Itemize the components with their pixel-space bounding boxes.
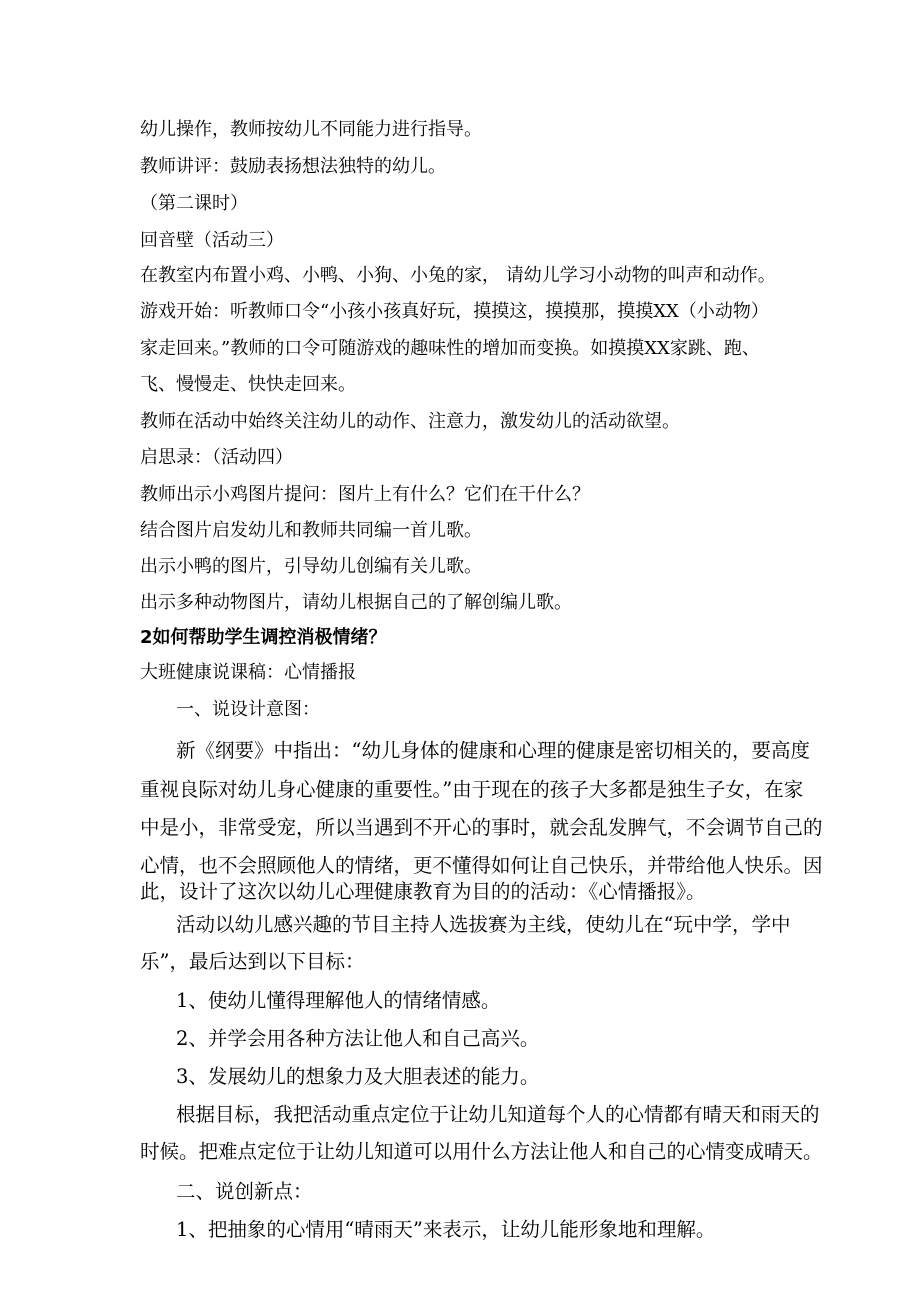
text-line: 一、说设计意图： <box>176 699 320 720</box>
text-line: （第二课时） <box>140 193 248 214</box>
paragraph-line: 心情，也不会照顾他人的情绪，更不懂得如何让自己快乐，并带给他人快乐。因 <box>140 854 823 877</box>
text-line: 启思录：（活动四） <box>140 447 293 468</box>
text-line: 在教室内布置小鸡、小鸭、小狗、小兔的家， 请幼儿学习小动物的叫声和动作。 <box>140 265 776 286</box>
text-line: 二、说创新点： <box>176 1180 313 1203</box>
text-line: 家走回来。”教师的口令可随游戏的趣味性的增加而变换。如摸摸XX家跳、跑、 <box>140 338 760 359</box>
text-line: 游戏开始：听教师口令“小孩小孩真好玩，摸摸这，摸摸那，摸摸XX（小动物） <box>140 301 769 322</box>
section-heading: 2如何帮助学生调控消极情绪？ <box>140 627 387 648</box>
text-line: 飞、慢慢走、快快走回来。 <box>140 374 356 395</box>
text-line: 幼儿操作，教师按幼儿不同能力进行指导。 <box>140 119 482 140</box>
list-item: 3、发展幼儿的想象力及大胆表述的能力。 <box>176 1065 540 1088</box>
text-line: 教师讲评：鼓励表扬想法独特的幼儿。 <box>140 156 446 177</box>
text-line: 教师在活动中始终关注幼儿的动作、注意力，激发幼儿的活动欲望。 <box>140 411 680 432</box>
list-item: 1、使幼儿懂得理解他人的情绪情感。 <box>176 989 501 1012</box>
text-line: 出示小鸭的图片，引导幼儿创编有关儿歌。 <box>140 556 482 577</box>
paragraph-line: 此，设计了这次以幼儿心理健康教育为目的的活动：《心情播报》。 <box>140 880 706 903</box>
text-line: 结合图片启发幼儿和教师共同编一首儿歌。 <box>140 520 482 541</box>
paragraph-line: 活动以幼儿感兴趣的节目主持人选拔赛为主线，使幼儿在“玩中学，学中 <box>176 913 791 936</box>
text-line: 回音壁（活动三） <box>140 230 284 251</box>
list-item: 1、把抽象的心情用“晴雨天”来表示，让幼儿能形象地和理解。 <box>176 1218 716 1241</box>
paragraph-line: 乐”，最后达到以下目标： <box>140 950 365 973</box>
paragraph-line: 新《纲要》中指出：“幼儿身体的健康和心理的健康是密切相关的，要高度 <box>176 739 810 762</box>
text-line: 大班健康说课稿：心情播报 <box>140 662 356 683</box>
paragraph-line: 时候。把难点定位于让幼儿知道可以用什么方法让他人和自己的心情变成晴天。 <box>140 1140 823 1163</box>
paragraph-line: 重视良际对幼儿身心健康的重要性。”由于现在的孩子大多都是独生子女，在家 <box>140 778 804 801</box>
paragraph-line: 中是小，非常受宠，所以当遇到不开心的事时，就会乱发脾气，不会调节自己的 <box>140 816 823 839</box>
paragraph-line: 根据目标，我把活动重点定位于让幼儿知道每个人的心情都有晴天和雨天的 <box>176 1103 820 1126</box>
list-item: 2、并学会用各种方法让他人和自己高兴。 <box>176 1027 540 1050</box>
text-line: 出示多种动物图片，请幼儿根据自己的了解创编儿歌。 <box>140 592 572 613</box>
text-line: 教师出示小鸡图片提问：图片上有什么？它们在干什么？ <box>140 484 590 505</box>
